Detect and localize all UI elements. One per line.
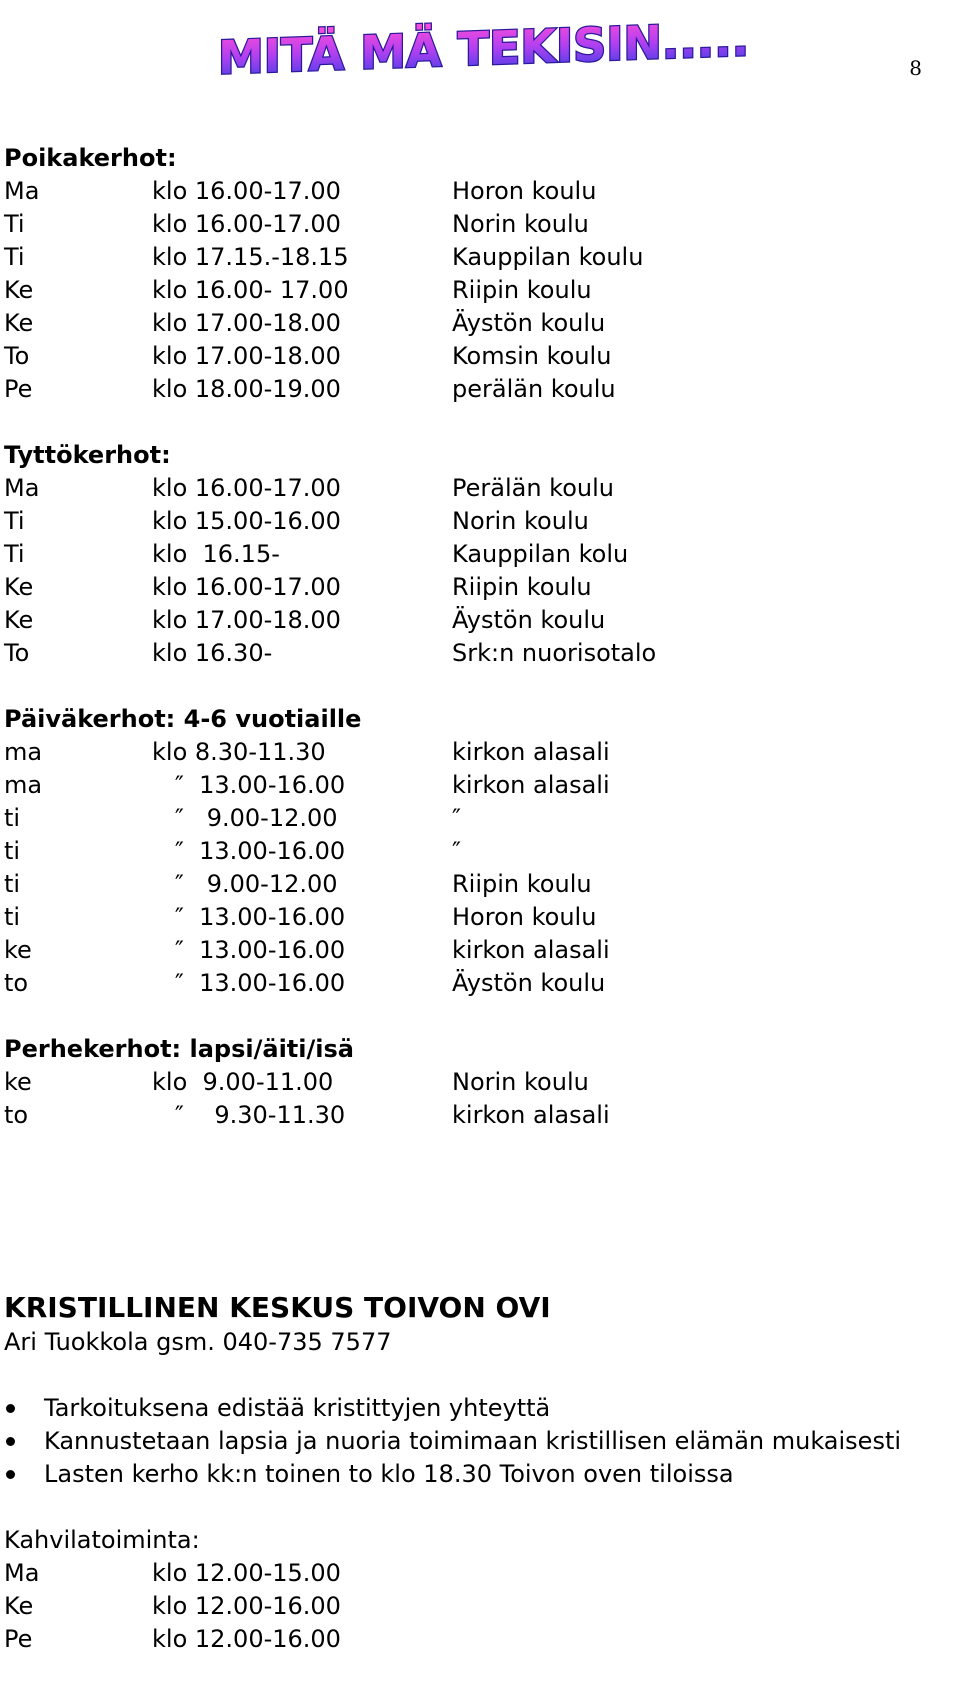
day: ti <box>4 837 21 865</box>
time: ″ 13.00-16.00 <box>152 969 346 997</box>
schedule-row <box>4 604 944 637</box>
schedule-poikakerhot <box>4 175 944 406</box>
bullet-icon <box>6 1437 15 1446</box>
location: Äystön koulu <box>452 606 606 634</box>
bullet-icon <box>6 1470 15 1479</box>
schedule-tyttokerhot <box>4 472 944 670</box>
schedule-row <box>4 1066 944 1099</box>
section-heading-tyttokerhot: Tyttökerhot: <box>4 441 171 469</box>
schedule-row <box>4 373 944 406</box>
day: ma <box>4 771 43 799</box>
location: ″ <box>452 804 461 832</box>
schedule-row <box>4 307 944 340</box>
schedule-kahvila <box>4 1557 944 1656</box>
time: ″ 13.00-16.00 <box>152 903 346 931</box>
schedule-row <box>4 736 944 769</box>
bullet-text: Lasten kerho kk:n toinen to klo 18.30 Toivon oven tiloissa <box>44 1460 734 1488</box>
schedule-row <box>4 241 944 274</box>
schedule-row <box>4 1099 944 1132</box>
location: Äystön koulu <box>452 309 606 337</box>
time: klo 17.00-18.00 <box>152 309 341 337</box>
time: ″ 13.00-16.00 <box>152 837 346 865</box>
location: perälän koulu <box>452 375 616 403</box>
location: Norin koulu <box>452 210 589 238</box>
bullet-text: Tarkoituksena edistää kristittyjen yhteyttä <box>44 1394 551 1422</box>
document-body <box>4 142 944 1656</box>
time: klo 16.00-17.00 <box>152 573 341 601</box>
day: Ma <box>4 474 40 502</box>
section-heading-poikakerhot: Poikakerhot: <box>4 144 177 172</box>
section-heading-keskus: KRISTILLINEN KESKUS TOIVON OVI <box>4 1291 551 1324</box>
time: klo 17.15.-18.15 <box>152 243 349 271</box>
time: klo 15.00-16.00 <box>152 507 341 535</box>
schedule-row <box>4 637 944 670</box>
location: Komsin koulu <box>452 342 612 370</box>
time: klo 8.30-11.30 <box>152 738 326 766</box>
schedule-row <box>4 505 944 538</box>
section-heading-perhekerhot: Perhekerhot: lapsi/äiti/isä <box>4 1035 354 1063</box>
time: klo 12.00-16.00 <box>152 1625 341 1653</box>
schedule-row <box>4 1590 944 1623</box>
schedule-row <box>4 769 944 802</box>
location: Horon koulu <box>452 177 597 205</box>
schedule-perhekerhot <box>4 1066 944 1132</box>
location: Äystön koulu <box>452 969 606 997</box>
bullet-list <box>4 1392 944 1491</box>
location: kirkon alasali <box>452 771 610 799</box>
time: ″ 9.30-11.30 <box>152 1101 346 1129</box>
time: klo 12.00-16.00 <box>152 1592 341 1620</box>
spacer <box>4 1000 944 1033</box>
location: Riipin koulu <box>452 276 592 304</box>
time: ″ 13.00-16.00 <box>152 771 346 799</box>
section-heading-paivakerhot: Päiväkerhot: 4-6 vuotiaille <box>4 705 362 733</box>
location: Kauppilan koulu <box>452 243 644 271</box>
day: to <box>4 969 29 997</box>
day: Ti <box>4 243 25 271</box>
schedule-row <box>4 1623 944 1656</box>
contact-line: Ari Tuokkola gsm. 040-735 7577 <box>4 1328 392 1356</box>
time: klo 12.00-15.00 <box>152 1559 341 1587</box>
bullet-icon <box>6 1404 15 1413</box>
day: Ma <box>4 177 40 205</box>
location: kirkon alasali <box>452 738 610 766</box>
time: klo 16.15- <box>152 540 280 568</box>
day: Ti <box>4 540 25 568</box>
schedule-row <box>4 571 944 604</box>
logo <box>210 12 750 90</box>
day: ke <box>4 936 32 964</box>
day: ti <box>4 804 21 832</box>
day: ma <box>4 738 43 766</box>
day: ti <box>4 903 21 931</box>
location: Perälän koulu <box>452 474 614 502</box>
time: klo 18.00-19.00 <box>152 375 341 403</box>
schedule-row <box>4 934 944 967</box>
schedule-row <box>4 208 944 241</box>
day: to <box>4 1101 29 1129</box>
section-heading-kahvila: Kahvilatoiminta: <box>4 1526 200 1554</box>
time: ″ 9.00-12.00 <box>152 804 338 832</box>
logo-text: MITÄ MÄ TEKISIN..... <box>218 12 750 85</box>
location: Norin koulu <box>452 1068 589 1096</box>
day: To <box>4 639 30 667</box>
day: Ti <box>4 507 25 535</box>
schedule-row <box>4 472 944 505</box>
day: Ke <box>4 276 34 304</box>
location: Norin koulu <box>452 507 589 535</box>
location: Srk:n nuorisotalo <box>452 639 657 667</box>
day: Ke <box>4 309 34 337</box>
location: ″ <box>452 837 461 865</box>
location: Horon koulu <box>452 903 597 931</box>
location: Riipin koulu <box>452 573 592 601</box>
time: klo 16.00-17.00 <box>152 474 341 502</box>
day: Ke <box>4 1592 34 1620</box>
bullet-item <box>4 1458 944 1491</box>
day: Ma <box>4 1559 40 1587</box>
schedule-row <box>4 835 944 868</box>
bullet-item <box>4 1392 944 1425</box>
schedule-paivakerhot <box>4 736 944 1000</box>
schedule-row <box>4 802 944 835</box>
schedule-row <box>4 175 944 208</box>
schedule-row <box>4 274 944 307</box>
time: klo 16.00-17.00 <box>152 177 341 205</box>
page-number: 8 <box>909 56 922 80</box>
schedule-row <box>4 1557 944 1590</box>
schedule-row <box>4 340 944 373</box>
time: ″ 9.00-12.00 <box>152 870 338 898</box>
time: klo 17.00-18.00 <box>152 606 341 634</box>
spacer <box>4 670 944 703</box>
time: klo 17.00-18.00 <box>152 342 341 370</box>
day: Ti <box>4 210 25 238</box>
schedule-row <box>4 967 944 1000</box>
time: klo 9.00-11.00 <box>152 1068 334 1096</box>
schedule-row <box>4 868 944 901</box>
location: Kauppilan kolu <box>452 540 629 568</box>
location: kirkon alasali <box>452 1101 610 1129</box>
spacer <box>4 406 944 439</box>
time: ″ 13.00-16.00 <box>152 936 346 964</box>
day: Ke <box>4 573 34 601</box>
schedule-row <box>4 901 944 934</box>
location: kirkon alasali <box>452 936 610 964</box>
day: Pe <box>4 1625 33 1653</box>
day: ke <box>4 1068 32 1096</box>
bullet-item <box>4 1425 944 1458</box>
day: To <box>4 342 30 370</box>
time: klo 16.00-17.00 <box>152 210 341 238</box>
day: Pe <box>4 375 33 403</box>
time: klo 16.30- <box>152 639 273 667</box>
schedule-row <box>4 538 944 571</box>
day: Ke <box>4 606 34 634</box>
time: klo 16.00- 17.00 <box>152 276 349 304</box>
location: Riipin koulu <box>452 870 592 898</box>
day: ti <box>4 870 21 898</box>
bullet-text: Kannustetaan lapsia ja nuoria toimimaan kristillisen elämän mukaisesti <box>44 1427 902 1455</box>
